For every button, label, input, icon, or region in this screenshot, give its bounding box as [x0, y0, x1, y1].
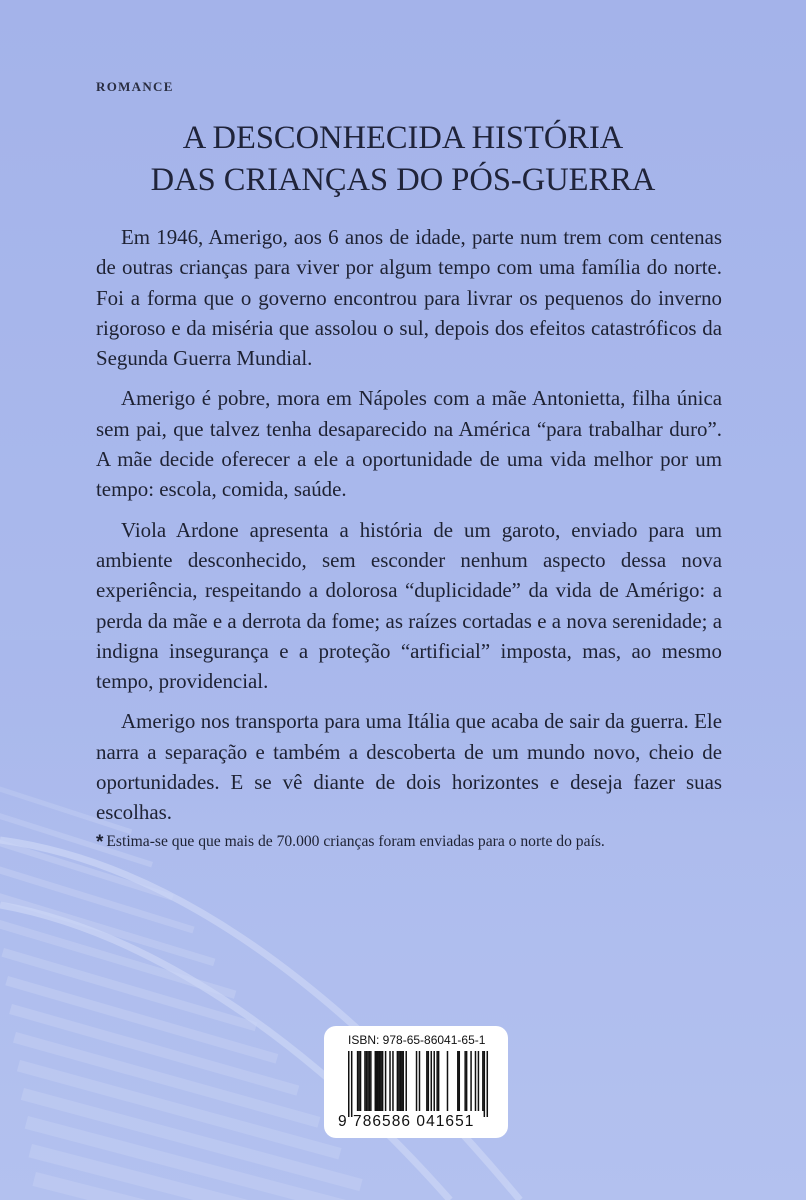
barcode-bar	[369, 1051, 371, 1111]
footnote-asterisk: *	[96, 832, 104, 853]
barcode-bar	[431, 1051, 433, 1111]
barcode-bar	[351, 1051, 353, 1117]
barcode-bar	[358, 1051, 360, 1111]
barcode-bar	[370, 1051, 372, 1111]
barcode-bar	[416, 1051, 418, 1111]
barcode-bar	[403, 1051, 405, 1111]
barcode-bar	[397, 1051, 399, 1111]
barcode-bar	[433, 1051, 435, 1111]
barcode-bar	[360, 1051, 362, 1111]
barcode-bar	[366, 1051, 368, 1111]
barcode-bar	[447, 1051, 449, 1111]
genre-label: ROMANCE	[96, 79, 174, 94]
barcode-bar	[405, 1051, 407, 1111]
barcode-bar	[401, 1051, 403, 1111]
barcode-bar	[475, 1051, 477, 1111]
synopsis	[96, 222, 722, 838]
barcode-bar	[398, 1051, 400, 1111]
barcode-bar	[478, 1051, 480, 1111]
barcode-bar	[419, 1051, 421, 1111]
barcode-bar	[385, 1051, 387, 1111]
headline-line-1: A DESCONHECIDA HISTÓRIA	[182, 120, 624, 156]
barcode-bar	[389, 1051, 391, 1111]
barcode-bar	[482, 1051, 484, 1111]
barcode-panel	[324, 1026, 508, 1138]
barcode-bar	[466, 1051, 468, 1111]
synopsis-paragraph: Amerigo nos transporta para uma Itália que acaba de sair da guerra. Ele narra a separação e também a descoberta de um mundo novo, cheio de oportunidades. E se vê diante de dois horizontes e deseja fazer suas escolhas.	[96, 709, 722, 825]
barcode-bar	[376, 1051, 378, 1111]
barcode-bar	[487, 1051, 489, 1117]
barcode-bar	[470, 1051, 472, 1111]
barcode-bar	[400, 1051, 402, 1111]
barcode-bar	[459, 1051, 461, 1111]
synopsis-paragraph: Viola Ardone apresenta a história de um garoto, enviado para um ambiente desconhecido, sem esconder nenhum aspecto dessa nova experiência, respeitando a dolorosa “duplicidade” da vida de Amérigo: a perda da mãe e a derrota da fome; as raízes cortadas e a nova serenidade; a indigna insegurança e a proteção “artificial” imposta, mas, ao mesmo tempo, providencial.	[96, 517, 722, 694]
barcode-bar	[364, 1051, 366, 1111]
barcode-bar	[348, 1051, 350, 1117]
barcode-bar	[438, 1051, 440, 1111]
barcode-bar	[377, 1051, 379, 1111]
barcode-bar	[379, 1051, 381, 1111]
barcode-bar	[428, 1051, 430, 1111]
barcode-bar	[436, 1051, 438, 1111]
barcode-bar	[375, 1051, 377, 1111]
barcode-bar	[367, 1051, 369, 1111]
barcode-bar	[457, 1051, 459, 1111]
barcode-bar	[382, 1051, 384, 1111]
barcode-digits: 9 786586 041651	[338, 1113, 475, 1130]
barcode-bar	[357, 1051, 359, 1111]
barcode-bar	[392, 1051, 394, 1111]
barcode-bar	[380, 1051, 382, 1111]
footnote	[96, 831, 605, 854]
synopsis-paragraph: Em 1946, Amerigo, aos 6 anos de idade, parte num trem com centenas de outras crianças para viver por algum tempo com uma família do norte. Foi a forma que o governo encontrou para livrar os pequenos do inverno rigoroso e da miséria que assolou o sul, depois dos efeitos catastróficos da Segunda Guerra Mundial.	[96, 225, 722, 371]
footnote-text: Estima-se que que mais de 70.000 crianças foram enviadas para o norte do país.	[106, 833, 605, 850]
headline-line-2: DAS CRIANÇAS DO PÓS-GUERRA	[150, 162, 656, 198]
barcode-bar	[464, 1051, 466, 1111]
isbn-label: ISBN: 978-65-86041-65-1	[348, 1033, 486, 1047]
barcode-bar	[484, 1051, 486, 1117]
barcode-bar	[426, 1051, 428, 1111]
synopsis-paragraph: Amerigo é pobre, mora em Nápoles com a mãe Antonietta, filha única sem pai, que talvez tenha desaparecido na América “para trabalhar duro”. A mãe decide oferecer a ele a oportunidade de uma vida melhor por um tempo: escola, comida, saúde.	[96, 386, 722, 502]
